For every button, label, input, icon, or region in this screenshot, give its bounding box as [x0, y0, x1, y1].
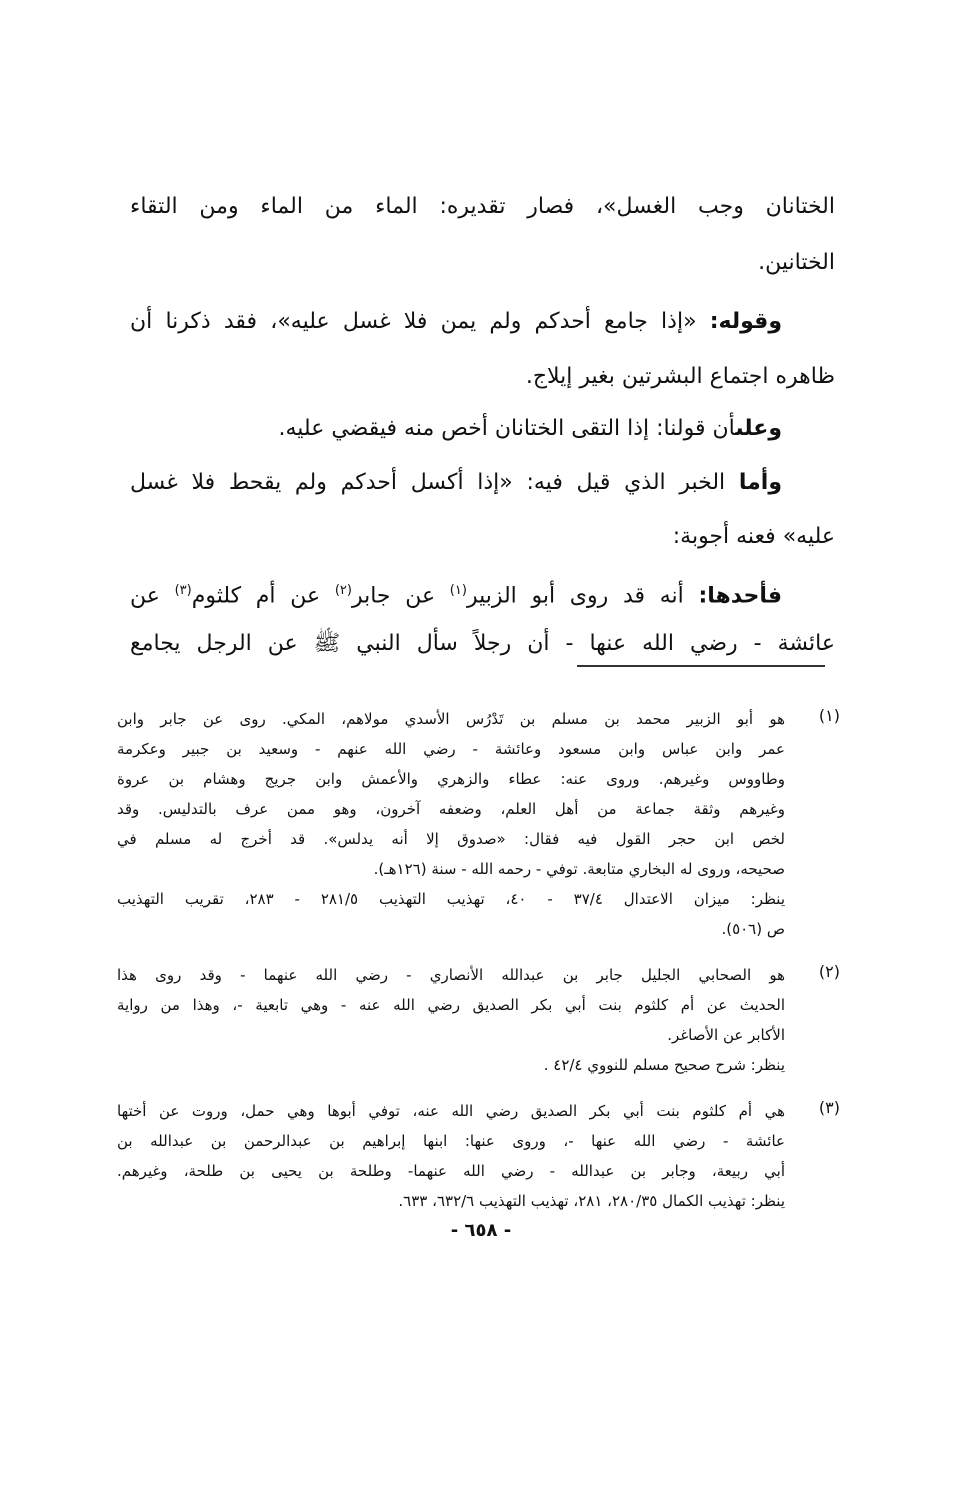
- text-span: عن جابر: [351, 583, 450, 609]
- footnote-line: وطاووس وغيرهم. وروى عنه: عطاء والزهري والأعمش وابن جريج وهشام بن عروة: [117, 770, 785, 788]
- lead-word: وأما: [738, 470, 782, 495]
- text-line: [130, 305, 782, 339]
- footnote-ref[interactable]: (٢): [334, 583, 352, 598]
- footnote-line: هي أم كلثوم بنت أبي بكر الصديق رضي الله عنه، توفي أبوها وهي حمل، وروت عن أختها: [117, 1102, 785, 1120]
- text-span: عن: [130, 583, 175, 609]
- text-line: ظاهره اجتماع البشرتين بغير إيلاج.: [525, 364, 835, 389]
- footnote-ref[interactable]: (١): [449, 583, 467, 598]
- footnote-number: (١): [818, 706, 840, 725]
- text-span: أن قولنا: إذا التقى الختانان أخص منه فيقضي عليه.: [278, 416, 736, 441]
- text-span: عن أم كلثوم: [191, 583, 335, 609]
- text-line: عليه» فعنه أجوبة:: [672, 524, 835, 549]
- footnote-line: وغيرهم وثقة جماعة من أهل العلم، وضعفه آخرون، وهو ممن عرف بالتدليس. وقد: [117, 800, 785, 818]
- footnote-line: أبي ربيعة، وجابر بن عبدالله - رضي الله عنهما- وطلحة بن يحيى بن طلحة، وغيرهم.: [117, 1162, 785, 1180]
- footnote-line: الأكابر عن الأصاغر.: [667, 1026, 785, 1044]
- text-line: [130, 574, 782, 613]
- text-line: الختانين.: [758, 250, 835, 275]
- page-number: - ٦٥٨ -: [450, 1220, 512, 1241]
- text-span: «إذا جامع أحدكم ولم يمن فلا غسل عليه»، فقد ذكرنا أن: [130, 309, 710, 334]
- footnote-line: عمر وابن عباس وابن مسعود وعائشة - رضي الله عنهم - وسعيد بن جبير وعكرمة: [117, 740, 785, 758]
- text-span: الخبر الذي قيل فيه: «إذا أكسل أحدكم ولم يقحط فلا غسل: [130, 470, 739, 495]
- text-span: أنه قد روى أبو الزبير: [466, 583, 699, 609]
- text-line: [130, 412, 782, 446]
- footnote-line: الحديث عن أم كلثوم بنت أبي بكر الصديق رضي الله عنه - وهي تابعية -، وهذا من رواية: [117, 996, 785, 1014]
- footnote-line: لخص ابن حجر القول فيه فقال: «صدوق إلا أنه يدلس». قد أخرج له مسلم في: [117, 830, 785, 848]
- lead-word: وعلى: [735, 416, 782, 441]
- footnote-number: (٢): [818, 962, 840, 981]
- footnote-line: عائشة - رضي الله عنها -، وروى عنها: ابنها إبراهيم بن عبدالرحمن بن عبدالله بن: [117, 1132, 785, 1150]
- lead-word: وقوله:: [709, 309, 782, 334]
- footnote-line: ينظر: ميزان الاعتدال ٣٧/٤ - ٤٠، تهذيب التهذيب ٢٨١/٥ - ٢٨٣، تقريب التهذيب: [117, 890, 785, 908]
- footnote-ref[interactable]: (٣): [174, 583, 192, 598]
- footnote-line: ينظر: شرح صحيح مسلم للنووي ٤٢/٤ .: [543, 1056, 785, 1074]
- text-line: عائشة - رضي الله عنها - أن رجلاً سأل النبي ﷺ عن الرجل يجامع: [130, 631, 835, 656]
- lead-word: فأحدها:: [698, 583, 782, 609]
- footnote-number: (٣): [818, 1098, 840, 1117]
- footnote-separator: [577, 665, 825, 667]
- footnote-line: ص (٥٠٦).: [721, 920, 785, 938]
- footnote-line: ينظر: تهذيب الكمال ٢٨٠/٣٥، ٢٨١، تهذيب التهذيب ٦٣٢/٦، ٦٣٣.: [398, 1192, 785, 1210]
- footnote-line: هو أبو الزبير محمد بن مسلم بن تَدْرُس الأسدي مولاهم، المكي. روى عن جابر وابن: [117, 710, 785, 728]
- text-line: [130, 466, 782, 500]
- text-line: الختانان وجب الغسل»، فصار تقديره: الماء من الماء ومن التقاء: [130, 194, 835, 219]
- footnote-line: هو الصحابي الجليل جابر بن عبدالله الأنصاري - رضي الله عنهما - وقد روى هذا: [117, 966, 785, 984]
- footnote-line: صحيحه، وروى له البخاري متابعة. توفي - رحمه الله - سنة (١٢٦هـ).: [373, 860, 785, 878]
